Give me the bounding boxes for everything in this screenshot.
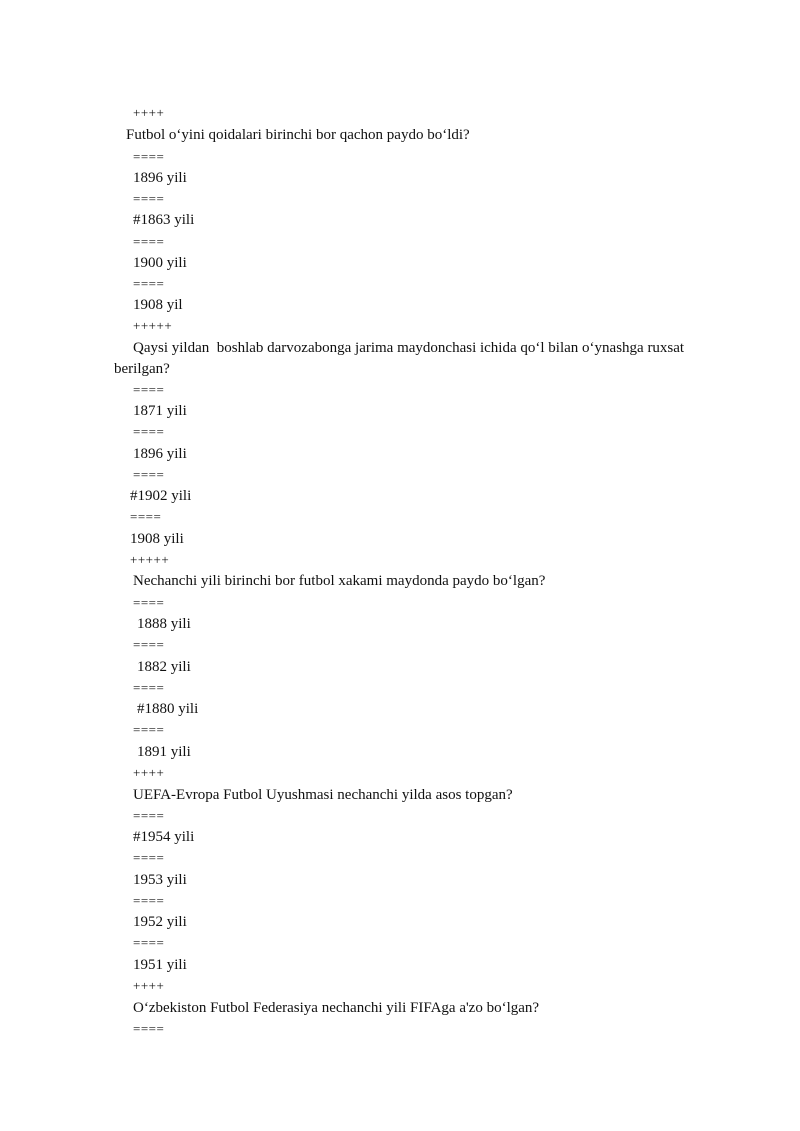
question-3-text: Nechanchi yili birinchi bor futbol xakami maydonda paydo bo‘lgan?	[133, 573, 546, 589]
question-4-text: UEFA-Evropa Futbol Uyushmasi nechanchi yilda asos topgan?	[133, 787, 513, 803]
answer-option: 1882 yili	[137, 659, 191, 675]
answer-separator: ====	[133, 850, 165, 865]
answer-separator: ====	[133, 191, 165, 206]
answer-option: 1871 yili	[133, 403, 187, 419]
answer-separator: ====	[130, 509, 162, 524]
answer-separator: ====	[133, 382, 165, 397]
answer-option: 1896 yili	[133, 446, 187, 462]
answer-separator: ====	[133, 424, 165, 439]
answer-separator: ====	[133, 637, 165, 652]
question-separator: ++++	[133, 105, 165, 120]
answer-option-correct: #1863 yili	[133, 212, 195, 228]
answer-separator: ====	[133, 1021, 165, 1036]
answer-separator: ====	[133, 722, 165, 737]
answer-option-correct: #1902 yili	[130, 488, 192, 504]
answer-option: 1900 yili	[133, 255, 187, 271]
answer-option-correct: #1880 yili	[137, 701, 199, 717]
answer-separator: ====	[133, 595, 165, 610]
answer-option: 1896 yili	[133, 170, 187, 186]
question-separator: +++++	[133, 318, 173, 333]
answer-option: 1952 yili	[133, 914, 187, 930]
answer-option: 1888 yili	[137, 616, 191, 632]
answer-separator: ====	[133, 680, 165, 695]
question-separator: ++++	[133, 978, 165, 993]
answer-separator: ====	[133, 893, 165, 908]
answer-separator: ====	[133, 467, 165, 482]
answer-separator: ====	[133, 276, 165, 291]
answer-option: 1951 yili	[133, 957, 187, 973]
answer-option: 1953 yili	[133, 872, 187, 888]
question-5-text: O‘zbekiston Futbol Federasiya nechanchi yili FIFAga a'zo bo‘lgan?	[133, 1000, 540, 1016]
answer-option: 1908 yili	[130, 531, 184, 547]
answer-separator: ====	[133, 149, 165, 164]
answer-option: 1891 yili	[137, 744, 191, 760]
answer-option-correct: #1954 yili	[133, 829, 195, 845]
question-2-text-continued: berilgan?	[114, 361, 170, 377]
question-1-text: Futbol o‘yini qoidalari birinchi bor qachon paydo bo‘ldi?	[126, 127, 470, 143]
answer-option: 1908 yil	[133, 297, 183, 313]
question-separator: +++++	[130, 552, 170, 567]
answer-separator: ====	[133, 935, 165, 950]
question-2-text: Qaysi yildan boshlab darvozabonga jarima maydonchasi ichida qo‘l bilan o‘ynashga ruxsat	[133, 340, 685, 356]
question-separator: ++++	[133, 765, 165, 780]
answer-separator: ====	[133, 234, 165, 249]
answer-separator: ====	[133, 808, 165, 823]
